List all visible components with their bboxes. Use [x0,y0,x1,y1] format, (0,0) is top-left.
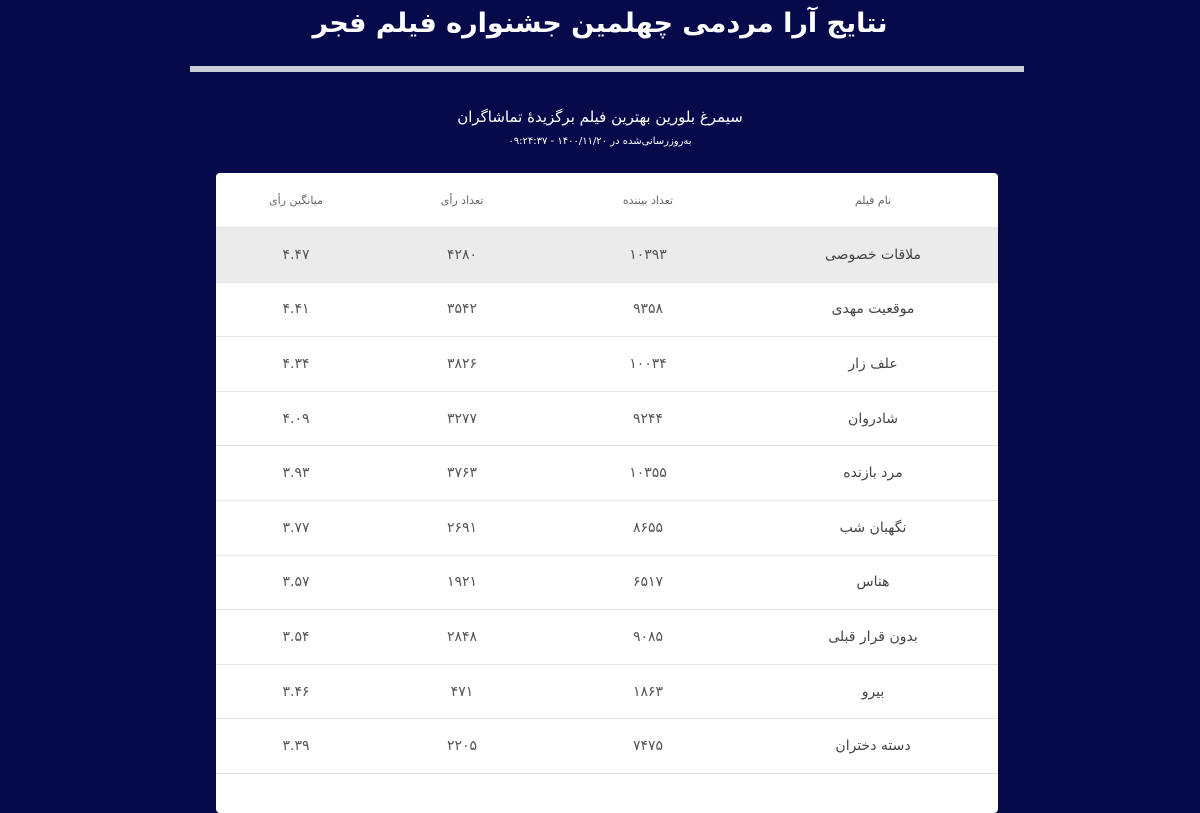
table-row[interactable] [216,664,998,719]
film-name-cell: نگهبان شب [839,519,907,536]
votes-cell: ۳۷۶۳ [446,465,478,482]
votes-cell: ۴۷۱ [450,683,474,700]
table-header-row [216,173,998,227]
table-row[interactable] [216,445,998,500]
header-votes[interactable]: تعداد رأی [440,193,484,207]
film-name-cell: بدون قرار قبلی [828,628,918,645]
table-row[interactable] [216,500,998,555]
film-name-cell: مرد بازنده [843,465,903,482]
film-name-cell: علف زار [848,355,898,372]
votes-cell: ۱۹۲۱ [446,574,478,591]
average-cell: ۴.۳۴ [282,355,310,372]
average-cell: ۳.۷۷ [282,519,310,536]
average-cell: ۳.۹۳ [282,465,310,482]
average-cell: ۴.۴۷ [282,246,310,263]
table-row-partial[interactable] [216,773,998,813]
viewers-cell: ۱۸۶۳ [632,683,664,700]
average-cell: ۴.۰۹ [282,410,310,427]
average-cell: ۳.۳۹ [282,738,310,755]
average-cell: ۳.۵۷ [282,574,310,591]
results-table [216,173,998,813]
film-name-cell: موقعیت مهدی [831,301,915,318]
table-row[interactable] [216,391,998,446]
votes-cell: ۳۸۲۶ [446,355,478,372]
votes-cell: ۳۵۴۲ [446,301,478,318]
votes-cell: ۲۲۰۵ [446,738,478,755]
average-cell: ۳.۴۶ [282,683,310,700]
table-row[interactable] [216,336,998,391]
votes-cell: ۲۸۴۸ [446,628,478,645]
average-cell: ۳.۵۴ [282,628,310,645]
title-divider [190,66,1024,72]
votes-cell: ۴۲۸۰ [446,246,478,263]
viewers-cell: ۹۲۴۴ [632,410,664,427]
viewers-cell: ۷۴۷۵ [632,738,664,755]
header-viewers[interactable]: تعداد بیننده [622,193,674,207]
viewers-cell: ۸۶۵۵ [632,519,664,536]
film-name-cell: ملاقات خصوصی [824,246,922,263]
viewers-cell: ۱۰۳۹۳ [629,246,667,263]
table-row[interactable] [216,227,998,282]
viewers-cell: ۹۳۵۸ [632,301,664,318]
votes-cell: ۲۶۹۱ [446,519,478,536]
film-name-cell: دسته دختران [835,738,911,755]
table-row[interactable] [216,609,998,664]
film-name-cell: هناس [856,574,890,591]
table-row[interactable] [216,282,998,337]
page-title: نتایج آرا مردمی چهلمین جشنواره فیلم فجر [312,8,888,39]
average-cell: ۴.۴۱ [282,301,310,318]
results-subtitle: سیمرغ بلورین بهترین فیلم برگزیدهٔ تماشاگران [457,108,743,126]
viewers-cell: ۹۰۸۵ [632,628,664,645]
table-row[interactable] [216,718,998,773]
updated-timestamp: به‌روزرسانی‌شده در ۱۴۰۰/۱۱/۲۰ - ۰۹:۲۴:۳۷ [508,136,692,147]
viewers-cell: ۱۰۳۵۵ [629,465,667,482]
film-name-cell: بیرو [861,683,885,700]
viewers-cell: ۶۵۱۷ [632,574,664,591]
votes-cell: ۳۲۷۷ [446,410,478,427]
table-row[interactable] [216,555,998,610]
header-average[interactable]: میانگین رأی [269,193,323,207]
viewers-cell: ۱۰۰۳۴ [629,355,667,372]
film-name-cell: شادروان [848,410,898,427]
header-film-name[interactable]: نام فیلم [854,193,892,207]
